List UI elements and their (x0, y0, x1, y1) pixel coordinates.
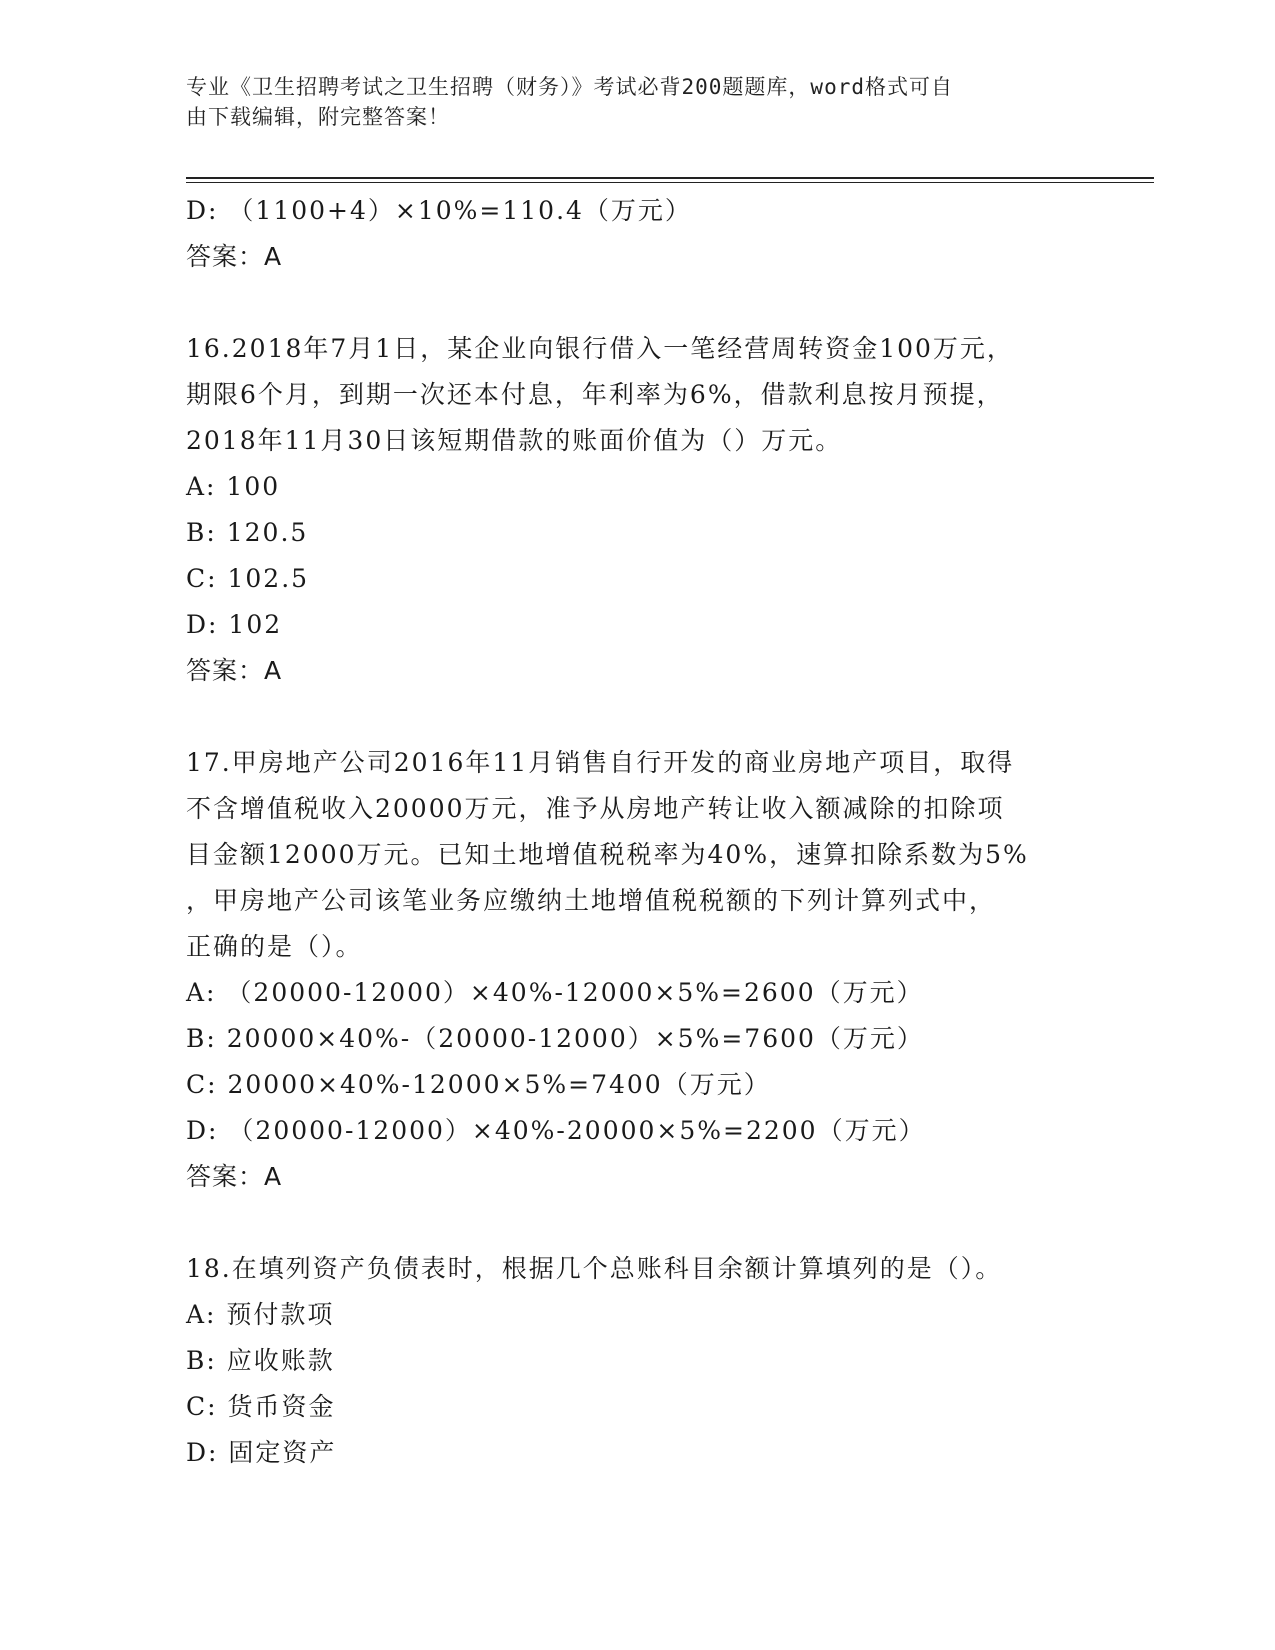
header-line-2: 由下载编辑，附完整答案！ (186, 105, 450, 129)
question-17-option-c: C: 20000×40%-12000×5%=7400（万元） (186, 1070, 771, 1099)
spacer (186, 1200, 1086, 1246)
question-16-text-line: 16.2018年7月1日，某企业向银行借入一笔经营周转资金100万元， (186, 334, 1014, 363)
question-16-option-c: C: 102.5 (186, 564, 310, 593)
header-rule-thick (186, 177, 1154, 179)
question-16-option-a: A: 100 (186, 472, 281, 501)
spacer (186, 694, 1086, 740)
question-17-answer: 答案：A (186, 1162, 283, 1191)
prev-option-d: D: （1100+4）×10%=110.4（万元） (186, 196, 692, 225)
question-16-option-b: B: 120.5 (186, 518, 309, 547)
question-16-text-line: 期限6个月，到期一次还本付息，年利率为6%，借款利息按月预提， (186, 380, 1004, 409)
question-16-text-line: 2018年11月30日该短期借款的账面价值为（）万元。 (186, 426, 843, 455)
question-17-text-line: ，甲房地产公司该笔业务应缴纳土地增值税税额的下列计算列式中， (186, 886, 997, 915)
question-17 (186, 740, 1086, 1200)
spacer (186, 280, 1086, 326)
question-content (186, 188, 1086, 1476)
header-line-1: 专业《卫生招聘考试之卫生招聘（财务）》考试必背200题题库，word格式可自 (186, 75, 953, 99)
prev-answer: 答案：A (186, 242, 283, 271)
document-header (186, 72, 1066, 132)
question-18-option-c: C: 货币资金 (186, 1392, 336, 1421)
header-rule-thin (186, 182, 1154, 183)
question-18 (186, 1246, 1086, 1476)
question-17-option-a: A: （20000-12000）×40%-12000×5%=2600（万元） (186, 978, 924, 1007)
question-18-option-d: D: 固定资产 (186, 1438, 337, 1467)
question-17-option-d: D: （20000-12000）×40%-20000×5%=2200（万元） (186, 1116, 926, 1145)
question-16-option-d: D: 102 (186, 610, 283, 639)
question-17-text-line: 17.甲房地产公司2016年11月销售自行开发的商业房地产项目，取得 (186, 748, 1015, 777)
question-18-text-line: 18.在填列资产负债表时，根据几个总账科目余额计算填列的是（）。 (186, 1254, 1003, 1283)
question-18-option-b: B: 应收账款 (186, 1346, 335, 1375)
question-17-text-line: 正确的是（）。 (186, 932, 363, 961)
question-17-option-b: B: 20000×40%-（20000-12000）×5%=7600（万元） (186, 1024, 924, 1053)
question-16-answer: 答案：A (186, 656, 283, 685)
question-16 (186, 326, 1086, 694)
question-17-text-line: 目金额12000万元。已知土地增值税税率为40%，速算扣除系数为5% (186, 840, 1029, 869)
question-17-text-line: 不含增值税收入20000万元，准予从房地产转让收入额减除的扣除项 (186, 794, 1005, 823)
question-18-option-a: A: 预付款项 (186, 1300, 335, 1329)
